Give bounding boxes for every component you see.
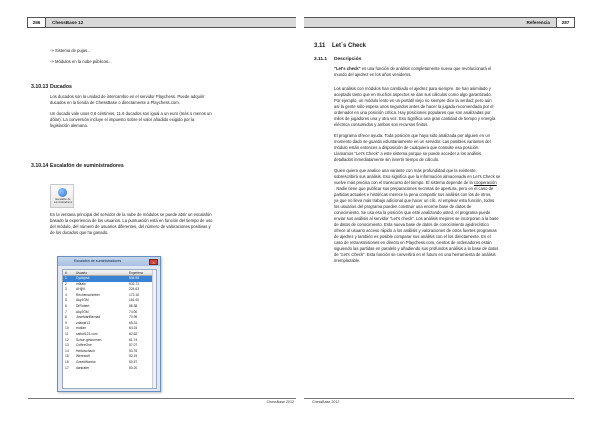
cell-experience: 53.76: [129, 348, 138, 353]
text-line: . Esta función se convertirá en el futuro en una herramienta de análisis: [364, 252, 496, 257]
cell-rank: 17: [65, 365, 69, 370]
text-line: partidas actuales e históricas merece la pena compartir sus análisis con los de otros,: [334, 192, 492, 197]
section-number: 3.10.14: [31, 163, 49, 169]
column-header-user[interactable]: Usuario: [76, 271, 87, 275]
ducados-paragraph-1: [50, 94, 205, 106]
escalafon-button-label: Escalafón de suministradores: [53, 198, 73, 205]
cell-rank: 13: [65, 343, 69, 348]
ducados-paragraph-2: [50, 111, 212, 129]
section-heading-escalafon: [31, 163, 124, 169]
cell-rank: 3: [65, 287, 67, 292]
text-line: siguiendo las partidas en paralelo y añadiendo sus profundos análisis a la base de datos: [334, 246, 499, 251]
section-title: Descripción: [334, 57, 362, 62]
cell-user: Schon gewonnen: [76, 337, 102, 342]
close-button[interactable]: ×: [149, 259, 158, 265]
cell-user: motian: [76, 326, 86, 331]
text-line: sobrescribirá sus análisis. Eso significa que la información almacenada en Let's Check se: [334, 174, 501, 179]
cell-rank: 16: [65, 359, 69, 364]
cell-experience: 694.95: [129, 276, 140, 280]
cooperacion-link[interactable]: cooperación: [473, 180, 497, 185]
text-line: Los ducados son la unidad de intercambio en el servidor Playchess. Puede adquirir: [50, 94, 205, 99]
cell-experience: 52.19: [129, 354, 138, 359]
page-header: [28, 17, 296, 28]
page-number: 286: [27, 17, 46, 28]
cell-rank: 15: [65, 354, 69, 359]
text-line: miles de jugadores una y otra vez. Eso significa una gran cantidad de tiempo y energía: [334, 116, 496, 121]
cell-experience: 172.16: [129, 292, 140, 297]
cell-rank: 11: [65, 331, 69, 336]
ranking-window-title: Escalafón de suministradores: [58, 257, 160, 266]
text-line: es una función de análisis completamente nueva que revolucionará el: [360, 66, 492, 71]
cell-user: DrRobert: [76, 303, 90, 308]
cell-user: darkrater: [76, 365, 90, 370]
cell-rank: 14: [65, 348, 69, 353]
text-line: Los análisis con módulos han cambiado el ajedrez para siempre. Se han asimilado y: [334, 86, 491, 91]
text-line: módulo están entonces a disposición de cualquiera que consulte esa posición.: [334, 145, 480, 150]
page-number: 287: [556, 17, 575, 28]
intro-paragraph: [334, 66, 491, 78]
cell-experience: 70.99: [129, 315, 138, 320]
page-footer: ChessBase 2012: [266, 400, 294, 404]
cell-user: AH||IK: [76, 287, 86, 292]
column-header-num[interactable]: #: [65, 271, 67, 275]
cell-experience: 224.63: [129, 287, 140, 292]
text-line: del módulo, del número de usuarios diferentes, del número de valoraciones positivas y: [50, 224, 211, 229]
text-line: de datos de conocimiento. Esta nueva base de datos de conocimiento ajedrecístico: [334, 222, 489, 227]
cell-experience: 50.57: [129, 359, 138, 364]
column-header-experience[interactable]: Experienc: [129, 271, 144, 275]
section-title: Escalafón de suministradores: [50, 163, 124, 169]
text-line: ya que no lleva más trabajo adicional que hacer un clic. Al emplear esta función, todos: [334, 198, 495, 203]
text-line: caso de retransmisiones en directo en Playchess.com, cientos de ordenadores están: [334, 240, 492, 245]
text-line: ofrece al usuario acceso rápido a los análisis y valoraciones de otros fuertes programas: [334, 228, 497, 233]
header-title: ChessBase 12: [52, 20, 84, 25]
globe-icon: [58, 188, 67, 197]
paragraph-2: [334, 133, 491, 163]
text-line: ordenador en una posición crítica. Hay posiciones populares que son analizadas por: [334, 110, 491, 115]
text-line: Por ejemplo, un módulo lento en un portátil viejo no siempre dice la verdad; pero aún: [334, 98, 492, 103]
section-number: 3.11: [314, 43, 326, 49]
text-line: . Nadie tiene que publicar sus preparaciones secretas de apertura, pero en el caso de: [334, 186, 494, 191]
text-line: de los ducados que ha ganado.: [50, 230, 109, 235]
cell-rank: 12: [65, 337, 69, 342]
text-line: los usuarios del programa pueden construir una enorme base de datos de: [334, 204, 472, 209]
section-title: Ducados: [50, 84, 72, 90]
cell-rank: 5: [65, 298, 67, 303]
escalafon-paragraph: [50, 212, 213, 236]
text-line: mundo del ajedrez en los años venideros.: [334, 72, 412, 77]
page-header: [304, 17, 574, 28]
text-line: Un ducado vale unos 0,6 céntimos, 11.6 ducados son igual a un euro (más o menos un: [50, 111, 212, 116]
cell-experience: 532.72: [129, 281, 140, 286]
section-number: 3.11.1: [314, 57, 328, 62]
cell-user: Aky1GM: [76, 298, 89, 303]
text-line: vuelve más precisa con el transcurso del tiempo. El sistema depende de la: [334, 180, 474, 185]
paragraph-3: [334, 168, 500, 264]
cell-user: calturi123 com: [76, 331, 98, 336]
cell-experience: 57.07: [129, 343, 138, 348]
ranking-scrollbar[interactable]: [152, 270, 156, 388]
cell-rank: 7: [65, 309, 67, 314]
ranking-window: [57, 256, 161, 392]
cell-experience: 50.20: [129, 365, 138, 370]
cell-user: zdawid13: [76, 320, 90, 325]
header-title: Referencia: [526, 20, 550, 25]
section-heading-ducados: [31, 84, 72, 90]
text-line: enviar sus análisis al servidor "Let's check". Los análisis mejores se incorporan a la base: [334, 216, 499, 221]
cell-user: JoseMartBernad: [76, 315, 101, 320]
lets-check-emphasis: "Let's Check": [339, 252, 365, 257]
bullet-item-modulos[interactable]: -> Módulos en la nube públicos...: [50, 59, 112, 64]
section-number: 3.10.13: [31, 84, 49, 90]
text-line: Quien quiera que analice una variante con más profundidad que la existente,: [334, 168, 477, 173]
text-line: En la ventana principal del servidor de la nube de módulos se puede abrir un escalafón: [50, 212, 212, 217]
bullet-list: [50, 48, 112, 65]
text-line: Llamamos "Let's Check" a este sistema porque se puede acceder a los análisis: [334, 151, 482, 156]
paragraph-1: [334, 86, 495, 128]
text-line: dólar). La conversión incluye el impuesto sobre el valor añadido exigido por la: [50, 117, 195, 122]
cell-experience: 86.38: [129, 303, 138, 308]
page-footer: ChessBase 2012: [312, 400, 340, 404]
cell-rank: 2: [65, 281, 67, 286]
cell-experience: 74.00: [129, 309, 138, 314]
text-line: irremplazable.: [334, 258, 361, 263]
right-page: [300, 0, 600, 424]
escalafon-button[interactable]: [50, 184, 74, 208]
text-line: eléctrica consumidos y ambos son recursos finitos.: [334, 122, 429, 127]
cell-user: CoffeeOne: [76, 343, 92, 348]
text-line: El programa ofrece ayuda. Toda posición que haya sido analizada por alguien en un: [334, 133, 490, 138]
cell-experience: 65.31: [129, 320, 138, 325]
subsection-heading-descripcion: [314, 57, 361, 62]
lets-check-term: "Let's check": [334, 66, 361, 71]
text-line: así la gente sólo espera unos segundos antes de hacer la jugada recomendada por el: [334, 104, 494, 109]
cell-rank: 1: [65, 276, 67, 280]
table-row[interactable]: [63, 366, 156, 372]
cell-user: Cyclops4: [76, 276, 90, 280]
ranking-rows: [63, 276, 156, 371]
cell-experience: 64.15: [129, 326, 138, 331]
cell-experience: 61.74: [129, 337, 138, 342]
footer-rule: [28, 398, 296, 399]
cell-experience: 116.40: [129, 298, 139, 303]
cell-user: GreekWarrior: [76, 359, 96, 364]
cell-rank: 6: [65, 303, 67, 308]
cell-user: in9tain: [76, 281, 86, 286]
text-line: de: [334, 252, 340, 257]
cell-rank: 10: [65, 326, 69, 331]
cell-rank: 4: [65, 292, 67, 297]
cell-experience: 62.62: [129, 331, 138, 336]
text-line: ducados en la tienda de ChessBase o directamente a Playchess.com.: [50, 100, 180, 105]
text-line: aceptado tanto que en muchos aspectos se dan sus cálculos como algo garantizado.: [334, 92, 492, 97]
cell-user: Aky2GM: [76, 309, 89, 314]
section-title: Let´s Check: [332, 43, 367, 49]
text-line: de ajedrez y también es posible comparar sus análisis con el los directamente. En el: [334, 234, 491, 239]
footer-rule: [304, 398, 574, 399]
cell-rank: 8: [65, 315, 67, 320]
cell-user: Werewolf: [76, 354, 90, 359]
text-line: conocimiento. Se usa esa la posición que esté analizando usted, el programa puede: [334, 210, 491, 215]
text-line: legislación alemana.: [50, 123, 88, 128]
text-line: detallados inmediatamente sin invertir tiempo de cálculo.: [334, 157, 440, 162]
cell-user: Heikoschach: [76, 348, 95, 353]
text-line: momento dado se guarda voluntariamente en un servidor. Las posibles variantes del: [334, 139, 491, 144]
bullet-item-pujas[interactable]: -> Sistema de pujas...: [50, 48, 91, 53]
text-line: basado la experiencia de los usuarios. La puntuación está en función del tiempo de uso: [50, 218, 213, 223]
section-heading-lets-check: [314, 43, 366, 49]
cell-user: Rechenschieber: [76, 292, 100, 297]
cell-rank: 9: [65, 320, 67, 325]
ranking-table: [62, 269, 157, 389]
